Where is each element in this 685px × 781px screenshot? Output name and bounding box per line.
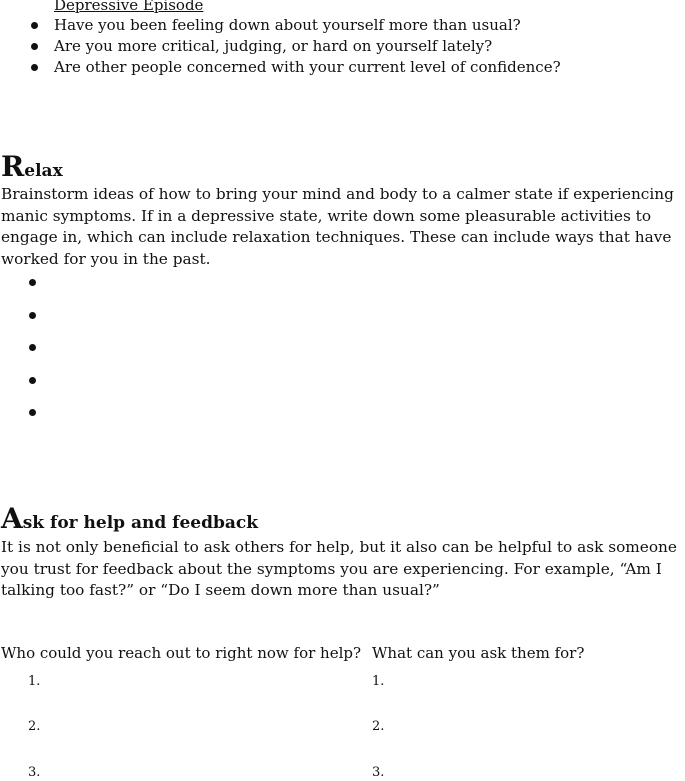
left-number-1: 1. — [28, 674, 41, 689]
relax-body: Brainstorm ideas of how to bring your mind and body to a calmer state if experiencing manic symptoms. If in a depressive state, write down some pleasurable activities to engage in, which can include relaxation techniques. These can include ways that have worked for you in the past. — [1, 185, 674, 268]
empty-bullet-icon — [29, 312, 36, 319]
empty-bullet-icon — [29, 377, 36, 384]
depressive-item-1: Have you been feeling down about yourself more than usual? — [54, 16, 521, 34]
right-question: What can you ask them for? — [372, 644, 585, 662]
empty-bullet-icon — [29, 344, 36, 351]
depressive-episode-heading: Depressive Episode — [54, 0, 204, 14]
ask-body: It is not only beneficial to ask others for help, but it also can be helpful to ask someone you trust for feedback about the symptoms you are experiencing. For example, “Am I talking too fast?” or “Do I seem down more than usual?” — [1, 538, 677, 599]
right-number-1: 1. — [372, 674, 385, 689]
empty-bullet-icon — [29, 409, 36, 416]
relax-title-rest: elax — [24, 161, 63, 181]
right-number-2: 2. — [372, 719, 385, 734]
left-number-2: 2. — [28, 719, 41, 734]
ask-title-initial: A — [1, 502, 23, 535]
bullet-icon — [31, 64, 38, 71]
depressive-item-3: Are other people concerned with your current level of confidence? — [54, 58, 561, 76]
relax-title-initial: R — [1, 150, 25, 183]
depressive-item-2: Are you more critical, judging, or hard on yourself lately? — [54, 37, 493, 55]
bullet-icon — [31, 22, 38, 29]
left-question: Who could you reach out to right now for help? — [1, 644, 362, 662]
left-number-3: 3. — [28, 765, 41, 780]
ask-title-rest: sk for help and feedback — [22, 513, 259, 533]
ask-title — [1, 502, 258, 535]
right-number-3: 3. — [372, 765, 385, 780]
bullet-icon — [31, 43, 38, 50]
empty-bullet-icon — [29, 279, 36, 286]
relax-title — [1, 150, 63, 183]
